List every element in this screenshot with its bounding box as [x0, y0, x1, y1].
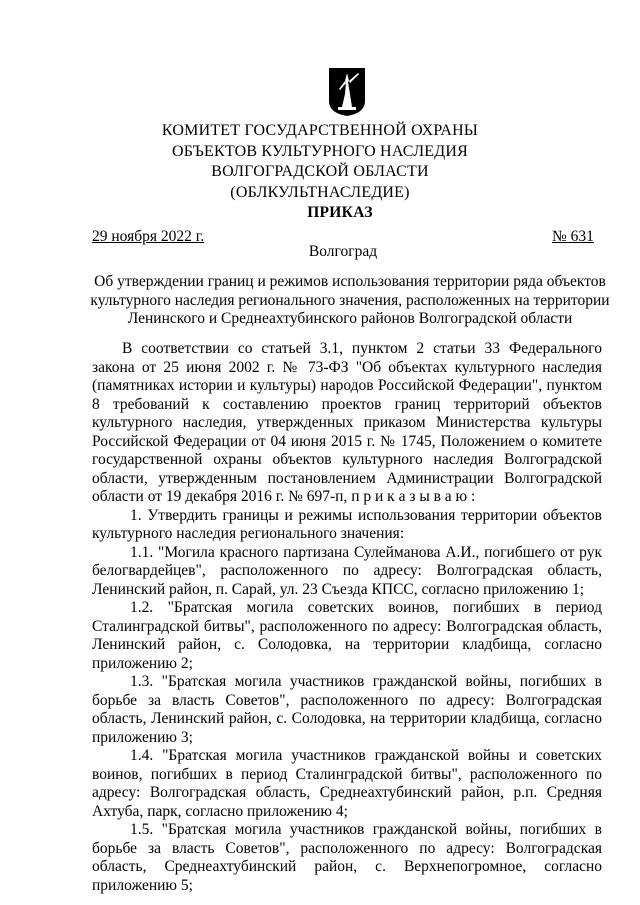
body-paragraph: 1.4. "Братская могила участников гражданской войны и советских воинов, погибших в период Сталинградской битвы", расположенного по адресу: Волгоградская область, Среднеахтубинский район, р.п. Средняя Ахтуба, парк, согласно приложению 4; — [92, 747, 602, 820]
body-paragraph: 1. Утвердить границы и режимы использования территории объектов культурного наследия регионального значения: — [92, 506, 602, 542]
body-paragraph: 1.5. "Братская могила участников гражданской войны, погибших в борьбе за власть Советов", расположенного по адресу: Волгоградская область, Среднеахтубинский район, с. Верхнепогромное, согласно приложению 5; — [92, 821, 602, 894]
organization-name — [0, 121, 640, 203]
document-city: Волгоград — [308, 243, 378, 260]
body-paragraph: 1.2. "Братская могила советских воинов, погибших в период Сталинградской битвы", расположенного по адресу: Волгоградская область, Ленинский район, с. Солодовка, на территории кладбища, согласно приложению 2; — [92, 599, 602, 672]
document-subject: Об утверждении границ и режимов использования территории ряда объектов культурного наследия регионального значения, расположенных на территории Ленинского и Среднеахтубинского районов Волгоградской области — [90, 273, 610, 327]
document-date: 29 ноября 2022 г. — [92, 228, 205, 245]
document-title: ПРИКАЗ — [307, 204, 373, 221]
body-paragraph: 1.3. "Братская могила участников гражданской войны, погибших в борьбе за власть Советов", расположенного по адресу: Волгоградская область, Ленинский район, с. Солодовка, на территории кладбища, согласно приложению 3; — [92, 673, 602, 746]
body-paragraph: 1.1. "Могила красного партизана Сулейманова А.И., погибшего от рук белогвардейцев", расположенного по адресу: Волгоградская область, Ленинский район, п. Сарай, ул. 23 Съезда КПСС, согласно приложению 1; — [92, 543, 602, 598]
body-paragraph: В соответствии со статьей 3.1, пунктом 2 статьи 33 Федерального закона от 25 июня 2002 г. № 73-ФЗ "Об объектах культурного наследия (памятниках истории и культуры) народов Российской Федерации", пунктом 8 требований к составлению проектов границ территорий объектов культурного наследия, утвержденных приказом Министерства культуры Российской Федерации от 04 июня 2015 г. № 1745, Положением о комитете государственной охраны объектов культурного наследия Волгоградской области, утвержденным постановлением Администрации Волгоградской области от 19 декабря 2016 г. № 697-п, п р и к а з ы в а ю : — [92, 340, 602, 505]
org-line: ОБЪЕКТОВ КУЛЬТУРНОГО НАСЛЕДИЯ — [171, 142, 469, 160]
volgograd-emblem-icon — [328, 67, 366, 117]
org-line: ВОЛГОГРАДСКОЙ ОБЛАСТИ — [211, 163, 429, 180]
org-line: КОМИТЕТ ГОСУДАРСТВЕННОЙ ОХРАНЫ — [161, 122, 479, 139]
document-body — [92, 340, 602, 895]
org-line: (ОБЛКУЛЬТНАСЛЕДИЕ) — [230, 183, 410, 201]
document-number: № 631 — [552, 228, 594, 245]
